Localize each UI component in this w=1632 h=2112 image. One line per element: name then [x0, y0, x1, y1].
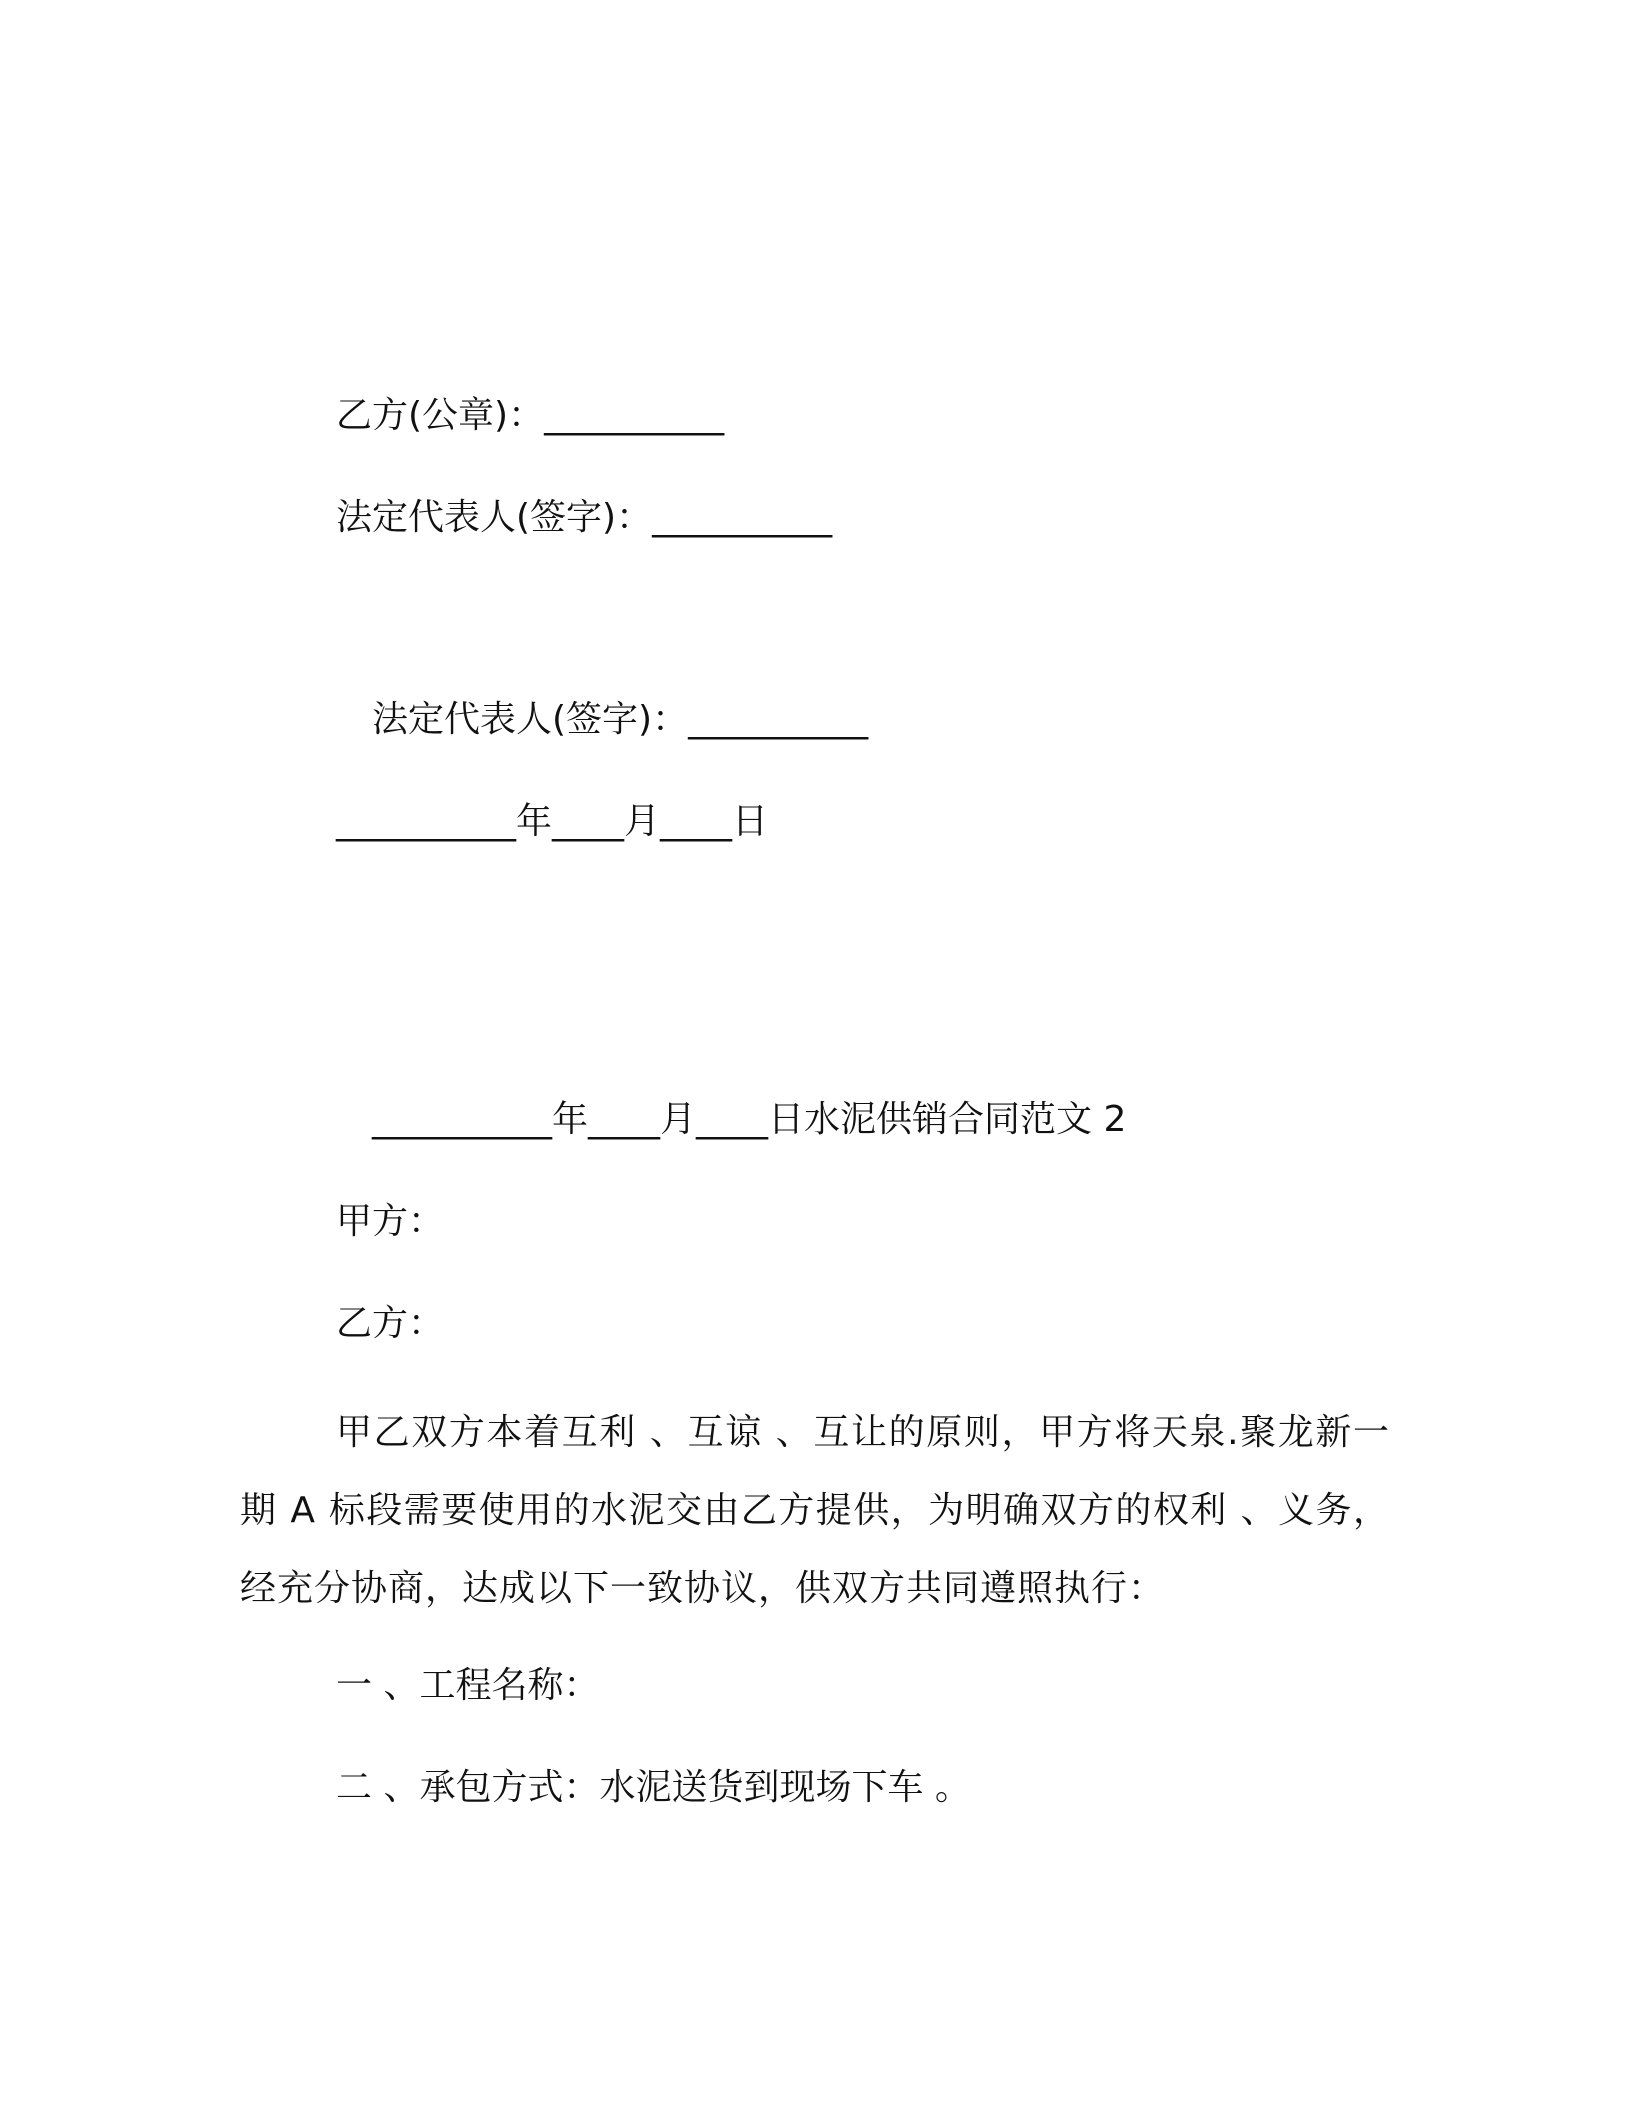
contract-title: __________年____月____日水泥供销合同范文 2	[372, 1099, 1127, 1140]
signing-date-line: __________年____月____日	[336, 801, 768, 842]
party-a-label: 甲方：	[336, 1201, 445, 1242]
party-b-seal-line: 乙方(公章)：__________	[336, 395, 725, 436]
clause-contract-method: 二 、承包方式：水泥送货到现场下车 。	[336, 1767, 971, 1808]
party-b-label: 乙方：	[336, 1303, 445, 1344]
legal-representative-line: 法定代表人(签字)：__________	[336, 497, 833, 538]
clause-project-name: 一 、工程名称：	[336, 1665, 600, 1706]
legal-representative-line-second: 法定代表人(签字)：__________	[372, 699, 869, 740]
contract-intro-paragraph: 甲乙双方本着互利 、互谅 、互让的原则，甲方将天泉.聚龙新一期 A 标段需要使用的水泥交由乙方提供，为明确双方的权利 、义务，经充分协商，达成以下一致协议，供双方共同遵照执行：	[240, 1412, 1390, 1609]
